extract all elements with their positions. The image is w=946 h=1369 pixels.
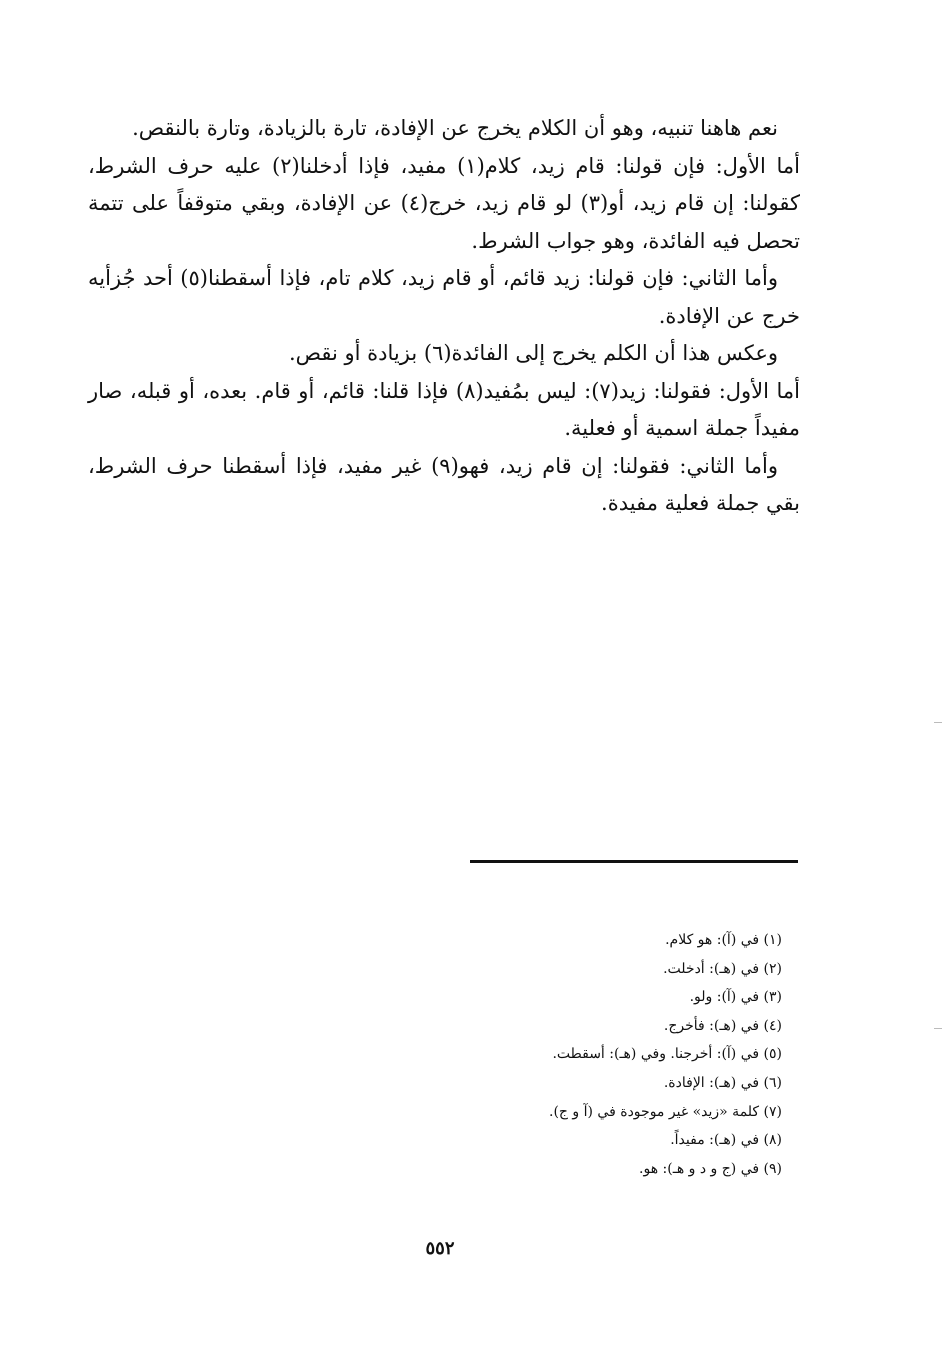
paragraph-5: أما الأول: فقولنا: زيد(٧): ليس بمُفيد(٨) فإذا قلنا: قائم، أو قام. بعده، أو قبله، صار مفيداً جملة اسمية أو فعلية. (88, 378, 801, 440)
footnote-9: (٩) في (ج و د و هـ): هو. (639, 1160, 782, 1177)
paragraph-2: أما الأول: فإن قولنا: قام زيد، كلام(١) مفيد، فإذا أدخلنا(٢) عليه حرف الشرط، كقولنا: إن قام زيد، أو(٣) لو قام زيد، خرج(٤) عن الإفادة، وبقي متوقفاً على تتمة تحصل فيه الفائدة، وهو جواب الشرط. (88, 153, 801, 253)
paragraph-4: وعكس هذا أن الكلم يخرج إلى الفائدة(٦) بزيادة أو نقص. (288, 341, 778, 365)
paragraph-6: وأما الثاني: فقولنا: إن قام زيد، فهو(٩) غير مفيد، فإذا أسقطنا حرف الشرط، بقي جملة فعلية مفيدة. (88, 453, 800, 515)
footnotes (300, 926, 782, 1183)
footnote-1: (١) في (آ): هو كلام. (665, 932, 782, 948)
footnote-7: (٧) كلمة «زيد» غير موجودة في (آ و ج). (549, 1103, 782, 1120)
footnote-5: (٥) في (آ): أخرجنا. وفي (هـ): أسقطت. (552, 1046, 782, 1063)
footnote-4: (٤) في (هـ): فأخرج. (663, 1017, 782, 1034)
paragraph-1: نعم هاهنا تنبيه، وهو أن الكلام يخرج عن الإفادة، تارة بالزيادة، وتارة بالنقص. (132, 116, 778, 140)
paragraph-3: وأما الثاني: فإن قولنا: زيد قائم، أو قام زيد، كلام تام، فإذا أسقطنا(٥) أحد جُزأيه خرج عن الإفادة. (88, 266, 800, 328)
footnote-8: (٨) في (هـ): مفيداً. (670, 1132, 782, 1149)
footnote-6: (٦) في (هـ): الإفادة. (663, 1074, 782, 1091)
scan-edge-mark (934, 1028, 942, 1029)
footnote-3: (٣) في (آ): ولو. (689, 989, 782, 1006)
footnote-divider (470, 860, 798, 863)
main-text (88, 110, 800, 523)
scan-edge-mark (934, 722, 942, 723)
page-number: ٥٥٢ (425, 1238, 455, 1259)
footnote-2: (٢) في (هـ): أدخلت. (663, 960, 782, 977)
